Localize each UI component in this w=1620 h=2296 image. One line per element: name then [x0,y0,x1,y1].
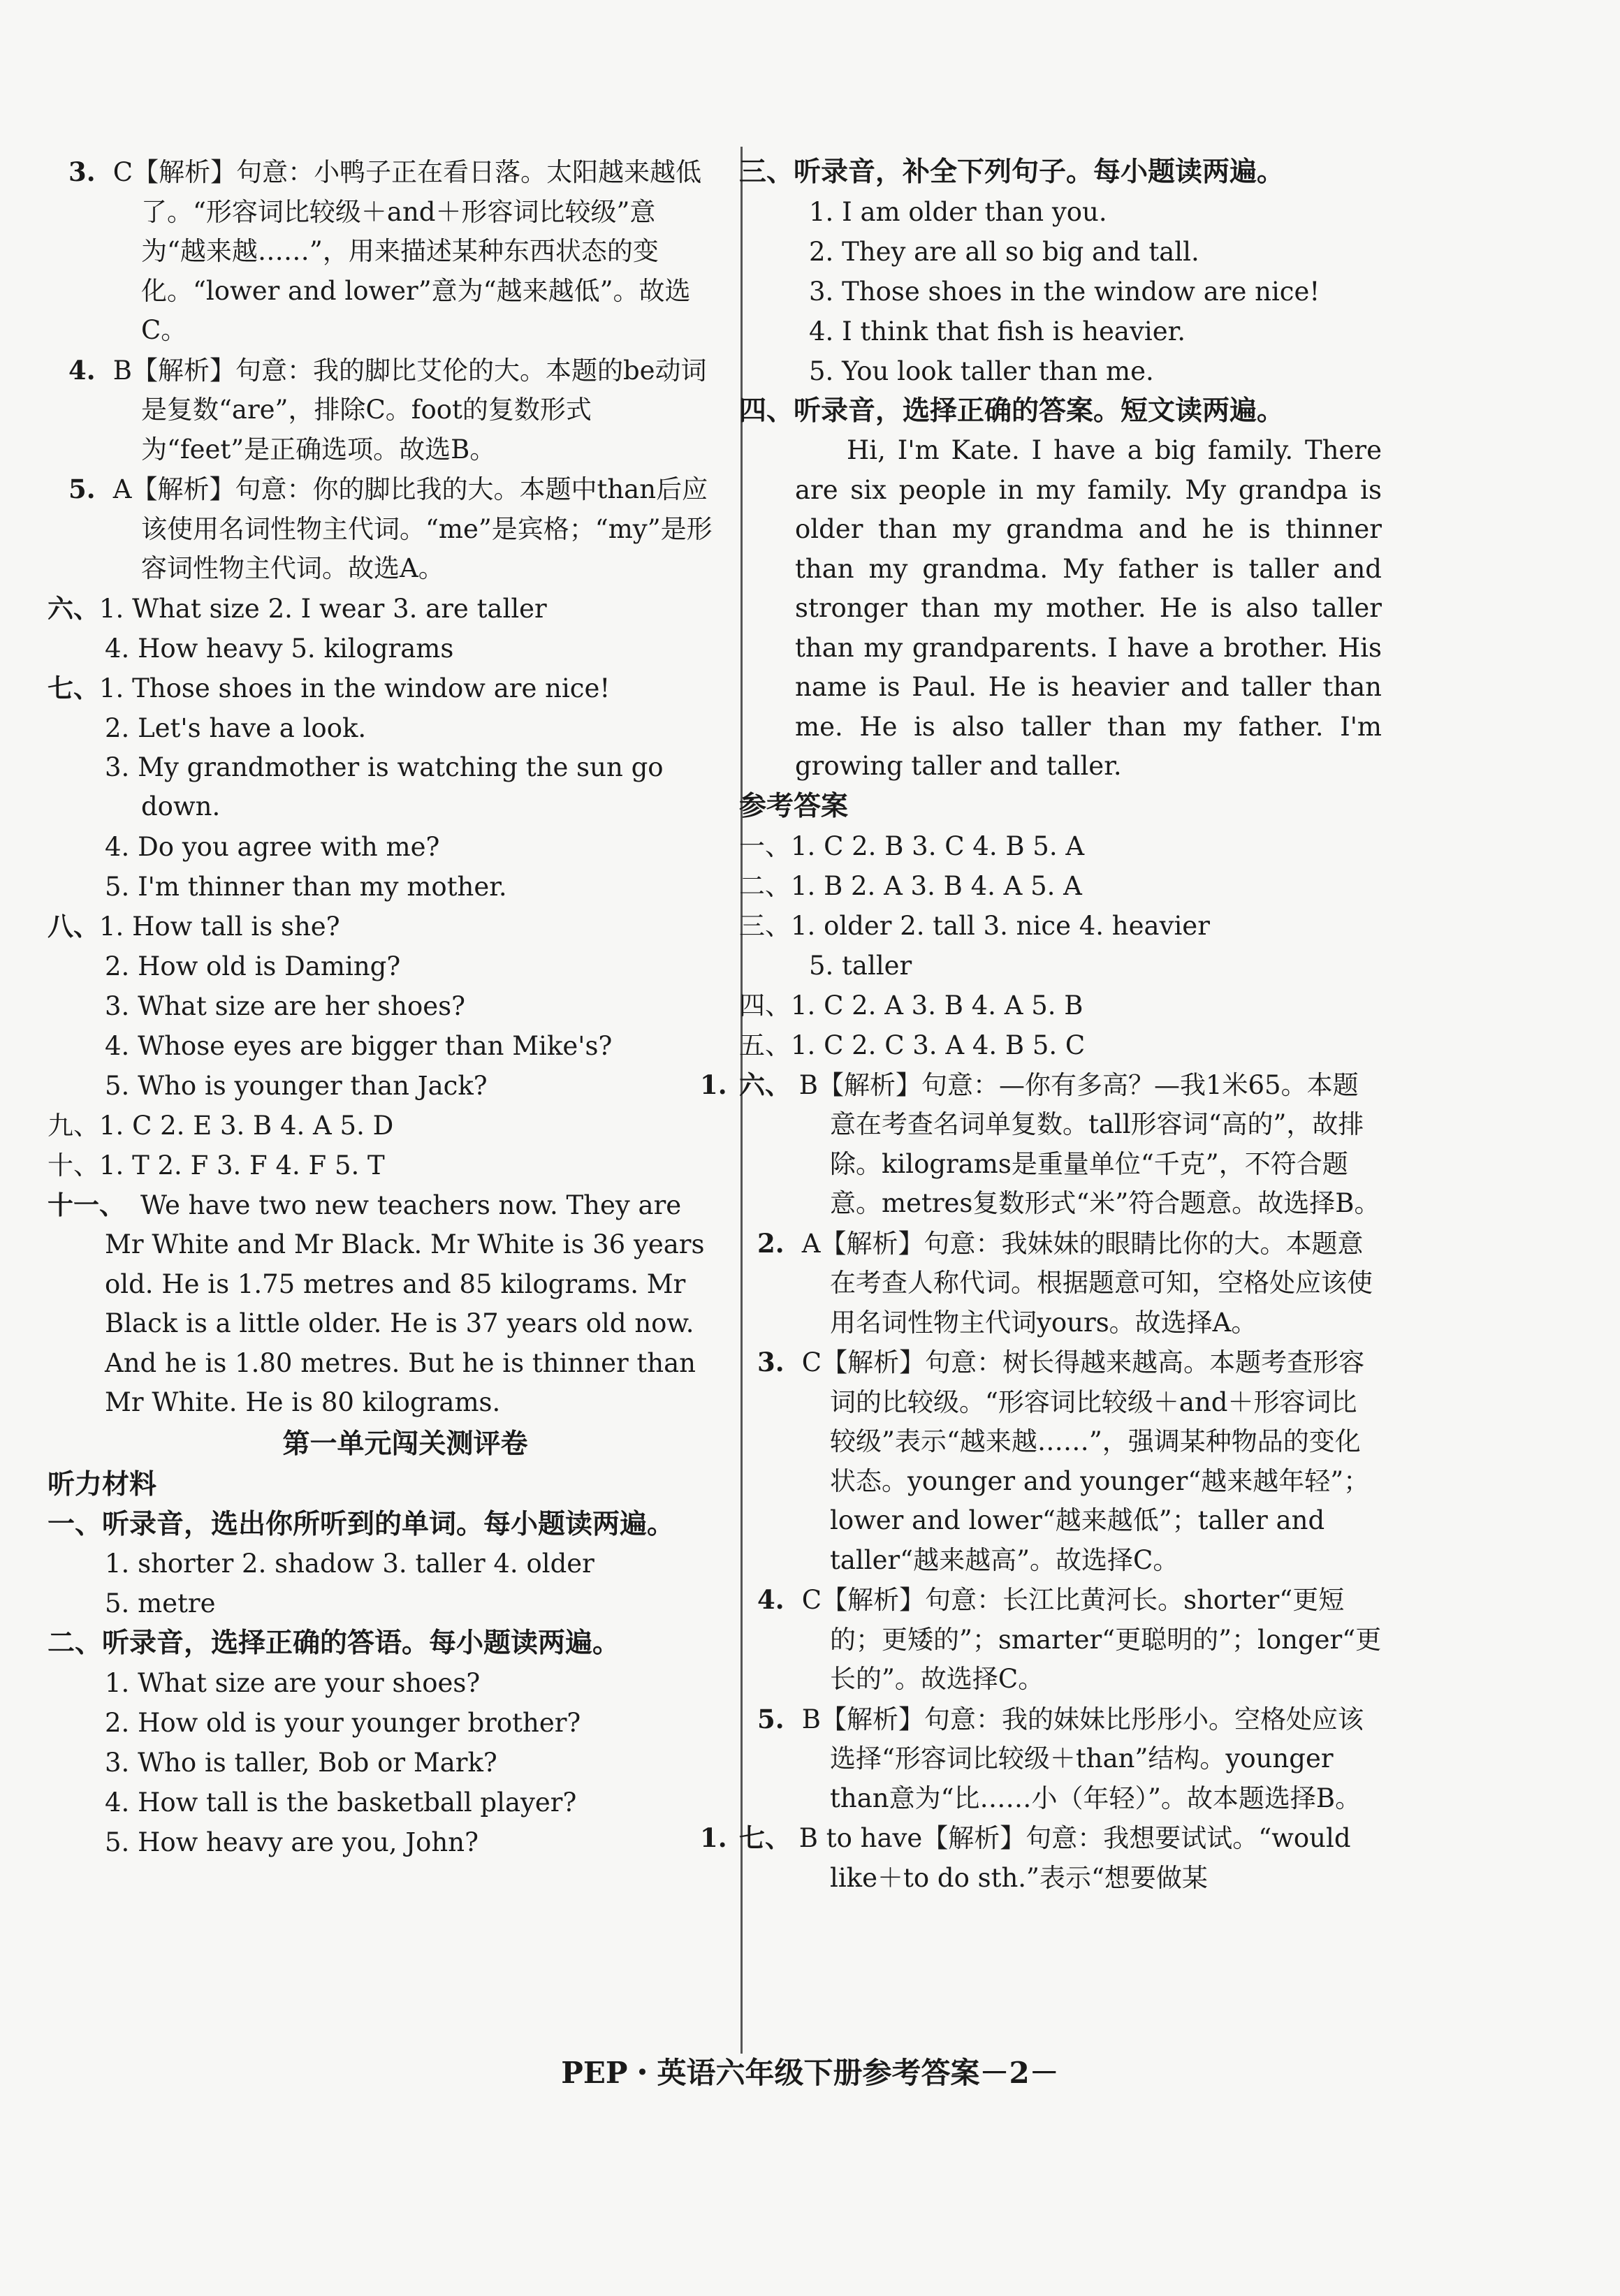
listening-passage: Hi, I'm Kate. I have a big family. There are six people in my family. My grandpa is older than my grandma and he is thinner than my grandma. My father is taller and stronger than my mother. He is also taller than my grandparents. I have a brother. His name is Paul. He is heavier and taller than me. He is also taller than my father. I'm growing taller and taller. [795,435,1382,781]
answer-item: 七、1. B to have【解析】句意：我想要试试。“would like＋to do sth.”表示“想要做某 [700,1822,1351,1893]
answer-item: 5. A【解析】句意：你的脚比我的大。本题中than后应该使用名词性物主代词。“me”是宾格；“my”是形容词性物主代词。故选A。 [68,474,713,583]
answer-item: 3. C【解析】句意：小鸭子正在看日落。太阳越来越低了。“形容词比较级＋and＋形容词比较级”意为“越来越……”，用来描述某种东西状态的变化。“lower and lower”意为“越来越低”。故选C。 [68,156,702,345]
list-item: 5. How heavy are you, John? [105,1827,479,1857]
list-item: 3. What size are her shoes? [105,990,465,1021]
list-item: 3. My grandmother is watching the sun go down. [105,752,664,821]
listening-section-two-title: 二、听录音，选择正确的答语。每小题读两遍。 [48,1627,620,1659]
section-six: 六、1. What size 2. I wear 3. are taller [48,592,547,624]
section-nine: 九、1. C 2. E 3. B 4. A 5. D [48,1110,394,1141]
section-eleven: 十一、 We have two new teachers now. They are Mr White and Mr Black. Mr White is 36 years old. He is 1.75 metres and 85 kilograms. Mr Black is a little older. He is 37 years old now. And he is 1.80 metres. But he is thinner than Mr White. He is 80 kilograms. [48,1189,705,1417]
answer-row: 四、1. C 2. A 3. B 4. A 5. B [739,990,1083,1021]
listening-section-one-title: 一、听录音，选出你所听到的单词。每小题读两遍。 [48,1507,675,1540]
answer-item: 2. A【解析】句意：我妹妹的眼睛比你的大。本题意在考查人称代词。根据题意可知，空格处应该使用名词性物主代词yours。故选择A。 [757,1227,1373,1338]
listening-title: 听力材料 [48,1468,157,1500]
right-column [700,152,1382,1898]
listening-section-one: 1. shorter 2. shadow 3. taller 4. older [105,1549,594,1579]
list-item: 4. How tall is the basketball player? [105,1787,577,1818]
listening-section-four-title: 四、听录音，选择正确的答案。短文读两遍。 [739,395,1285,427]
left-column [48,152,720,1862]
unit-title: 第一单元闯关测评卷 [282,1427,528,1460]
list-item: 2. Let's have a look. [105,712,367,743]
section-six-line2: 4. How heavy 5. kilograms [105,633,454,664]
answer-row: 五、1. C 2. C 3. A 4. B 5. C [739,1030,1086,1060]
section-ten: 十、1. T 2. F 3. F 4. F 5. T [48,1150,385,1180]
list-item: 5. Who is younger than Jack? [105,1070,488,1101]
list-item: 4. I think that fish is heavier. [809,316,1186,346]
answer-item: 5. B【解析】句意：我的妹妹比彤彤小。空格处应该选择“形容词比较级＋than”结构。younger than意为“比……小（年轻）”。故本题选择B。 [757,1703,1364,1813]
answers-title: 参考答案 [739,789,849,822]
answer-row: 二、1. B 2. A 3. B 4. A 5. A [739,870,1082,901]
list-item: 2. How old is your younger brother? [105,1708,581,1738]
section-eight: 八、1. How tall is she? [48,910,340,942]
page-footer: PEP・英语六年级下册参考答案－2－ [561,2056,1059,2090]
list-item: 1. What size are your shoes? [105,1668,481,1698]
list-item: 4. Do you agree with me? [105,831,440,862]
list-item: 1. I am older than you. [809,197,1107,227]
answer-row: 一、1. C 2. B 3. C 4. B 5. A [739,831,1085,861]
list-item: 3. Who is taller, Bob or Mark? [105,1748,497,1778]
list-item: 5. I'm thinner than my mother. [105,871,507,902]
answer-item: 4. C【解析】句意：长江比黄河长。shorter“更短的；更矮的”；smarter“更聪明的”；longer“更长的”。故选择C。 [757,1584,1382,1694]
list-item: 3. Those shoes in the window are nice! [809,277,1320,307]
list-item: 4. Whose eyes are bigger than Mike's? [105,1030,613,1061]
list-item: 2. How old is Daming? [105,951,401,981]
listening-section-three-title: 三、听录音，补全下列句子。每小题读两遍。 [739,156,1285,188]
listening-section-one-line2: 5. metre [105,1588,216,1618]
answer-item: 3. C【解析】句意：树长得越来越高。本题考查形容词的比较级。“形容词比较级＋and＋形容词比较级”表示“越来越……”，强调某种物品的变化状态。younger and younger“越来越年轻”；lower and lower“越来越低”；taller and taller“越来越高”。故选择C。 [757,1347,1370,1575]
list-item: 2. They are all so big and tall. [809,237,1199,267]
list-item: 5. You look taller than me. [809,356,1154,386]
answer-item: 六、1. B【解析】句意：—你有多高？—我1米65。本题意在考查名词单复数。tall形容词“高的”，故排除。kilograms是重量单位“千克”，不符合题意。metres复数形式“米”符合题意。故选择B。 [700,1069,1380,1218]
answer-row-line2: 5. taller [809,950,912,981]
answer-row: 三、1. older 2. tall 3. nice 4. heavier [739,910,1210,941]
answer-item: 4. B【解析】句意：我的脚比艾伦的大。本题的be动词是复数“are”，排除C。foot的复数形式为“feet”是正确选项。故选B。 [68,354,707,465]
section-seven: 七、1. Those shoes in the window are nice! [48,672,611,703]
